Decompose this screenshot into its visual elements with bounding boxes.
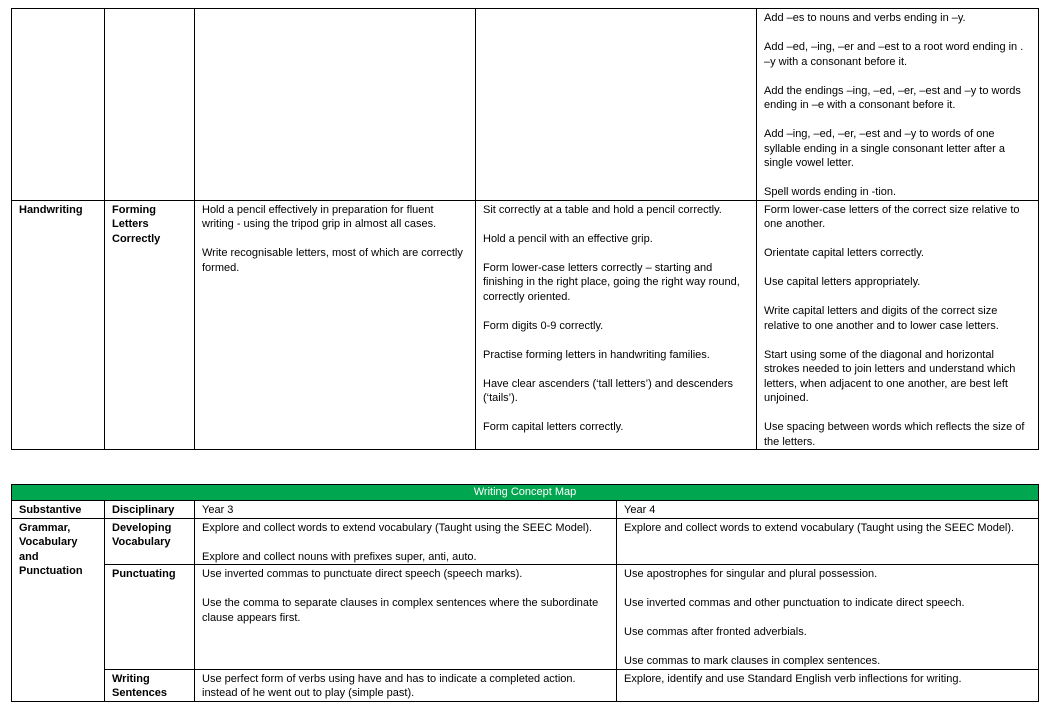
list-item: Use spacing between words which reflects the size of the letters.: [764, 421, 1025, 448]
handwriting-col-c: [757, 200, 1039, 450]
disciplinary-cell: [105, 9, 195, 201]
substantive-empty: [12, 669, 105, 701]
list-item: Explore and collect nouns with prefixes super, anti, auto.: [202, 550, 477, 563]
disciplinary-writing-sentences: Writing Sentences: [105, 669, 195, 701]
handwriting-table: [11, 8, 1039, 450]
list-item: Write recognisable letters, most of which are correctly formed.: [202, 247, 463, 274]
vocab-year4: [617, 518, 1039, 565]
list-item: Use inverted commas and other punctuation to indicate direct speech.: [624, 597, 965, 609]
sent-year3: [195, 669, 617, 701]
list-item: Orientate capital letters correctly.: [764, 247, 924, 259]
table-row: [12, 200, 1039, 450]
list-item: Add –es to nouns and verbs ending in –y.: [764, 12, 966, 24]
list-item: Explore and collect words to extend vocabulary (Taught using the SEEC Model).: [624, 521, 1015, 534]
disciplinary-vocabulary: Developing Vocabulary: [105, 518, 195, 565]
year-cell: [195, 9, 476, 201]
list-item: Form capital letters correctly.: [483, 421, 624, 433]
list-item: Practise forming letters in handwriting families.: [483, 348, 710, 361]
handwriting-col-b: [476, 200, 757, 450]
list-item: Use apostrophes for singular and plural possession.: [624, 568, 878, 580]
spelling-endings-cell: [757, 9, 1039, 201]
disciplinary-punctuating: Punctuating: [105, 565, 195, 670]
header-row: [12, 501, 1039, 519]
list-item: Explore, identify and use Standard English verb inflections for writing.: [624, 672, 962, 685]
substantive-cell: [12, 9, 105, 201]
vocab-year3: [195, 518, 617, 565]
writing-concept-map-table: [11, 484, 1039, 702]
list-item: Sit correctly at a table and hold a pencil correctly.: [483, 203, 722, 216]
table-row: [12, 518, 1039, 565]
list-item: Use commas to mark clauses in complex sentences.: [624, 655, 881, 667]
title-row: [12, 485, 1039, 501]
list-item: Explore and collect words to extend vocabulary (Taught using the SEEC Model).: [202, 521, 593, 534]
list-item: Form digits 0-9 correctly.: [483, 319, 604, 332]
list-item: Add the endings –ing, –ed, –er, –est and –y to words ending in –e with a consonant before it.: [764, 84, 1021, 111]
list-item: Form lower-case letters correctly – starting and finishing in the right place, going the right way round, correctly oriented.: [483, 261, 740, 303]
header-disciplinary: Disciplinary: [105, 501, 195, 519]
list-item: Use inverted commas to punctuate direct speech (speech marks).: [202, 568, 523, 580]
year-cell: [476, 9, 757, 201]
punct-year4: [617, 565, 1039, 670]
list-item: Write capital letters and digits of the correct size relative to one another and to lower case letters.: [764, 305, 999, 332]
table-row: [12, 669, 1039, 701]
list-item: Have clear ascenders (‘tall letters’) and descenders (‘tails’).: [483, 377, 734, 404]
list-item: Start using some of the diagonal and horizontal strokes needed to join letters and understand which letters, when adjacent to one another, are best left unjoined.: [764, 348, 1016, 404]
list-item: Use capital letters appropriately.: [764, 276, 921, 288]
table-title: Writing Concept Map: [12, 485, 1039, 501]
list-item: Add –ing, –ed, –er, –est and –y to words of one syllable ending in a single consonant letter after a single vowel letter.: [764, 128, 1005, 169]
header-year3: Year 3: [195, 501, 617, 519]
sent-year4: [617, 669, 1039, 701]
disciplinary-forming-letters: Forming Letters Correctly: [105, 200, 195, 450]
list-item: Hold a pencil with an effective grip.: [483, 232, 653, 245]
substantive-handwriting: Handwriting: [12, 200, 105, 450]
substantive-grammar: Grammar, Vocabulary and Punctuation: [12, 518, 105, 669]
list-item: Use the comma to separate clauses in complex sentences where the subordinate clause appears first.: [202, 597, 599, 624]
header-year4: Year 4: [617, 501, 1039, 519]
punct-year3: [195, 565, 617, 670]
table-row: [12, 565, 1039, 670]
list-item: Spell words ending in -tion.: [764, 186, 897, 198]
list-item: Hold a pencil effectively in preparation for fluent writing - using the tripod grip in almost all cases.: [202, 203, 437, 230]
list-item: Use commas after fronted adverbials.: [624, 626, 807, 638]
list-item: Add –ed, –ing, –er and –est to a root word ending in . –y with a consonant before it.: [764, 41, 1024, 68]
table-row: [12, 9, 1039, 201]
list-item: Use perfect form of verbs using have and has to indicate a completed action. instead of he went out to play (simple past).: [202, 672, 576, 699]
list-item: Form lower-case letters of the correct size relative to one another.: [764, 203, 1020, 230]
handwriting-col-a: [195, 200, 476, 450]
header-substantive: Substantive: [12, 501, 105, 519]
